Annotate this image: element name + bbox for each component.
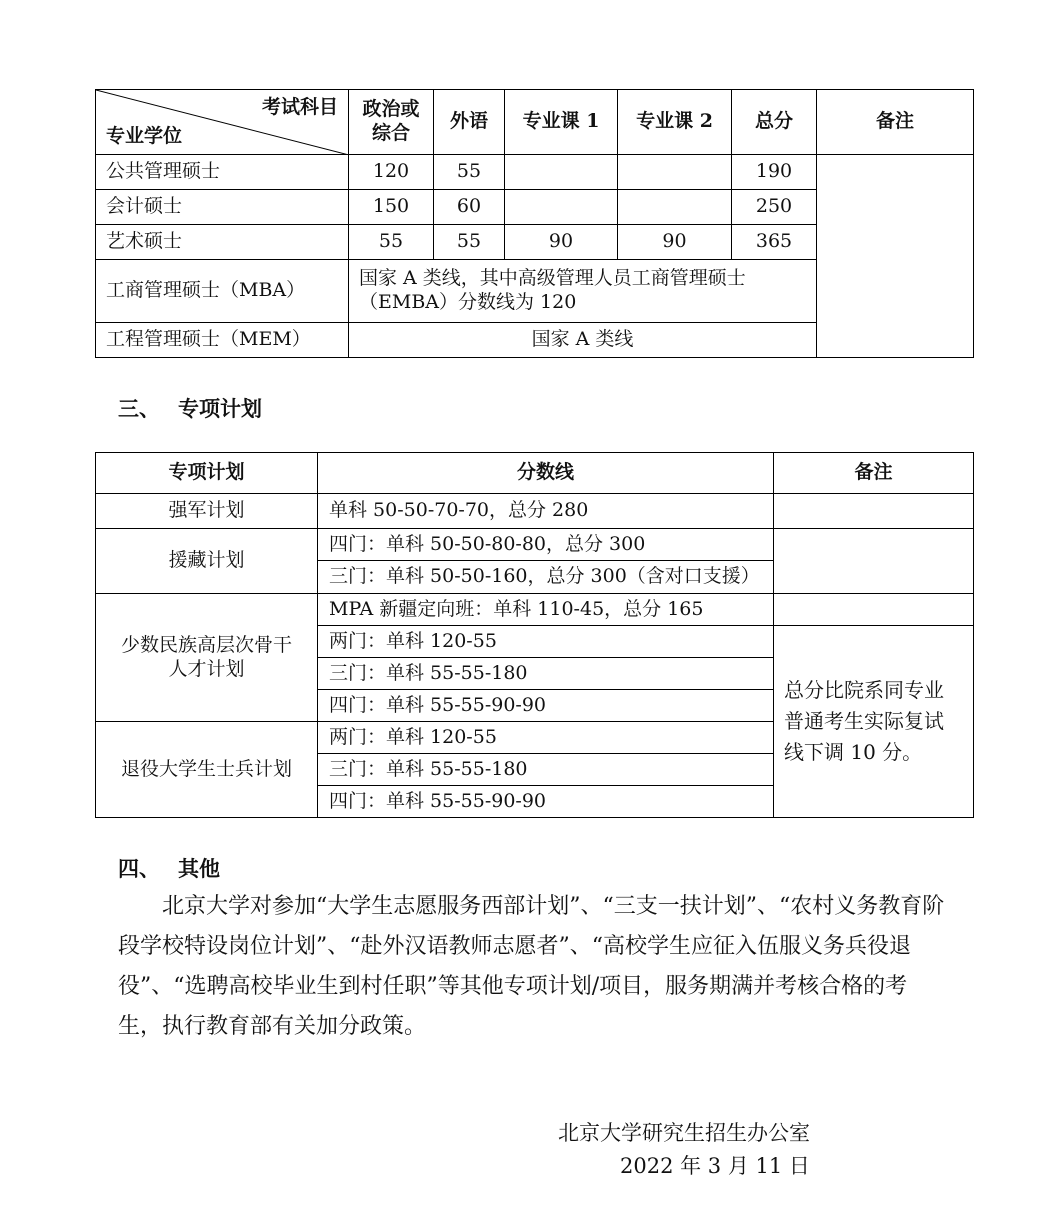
remark-note: 总分比院系同专业普通考生实际复试线下调 10 分。 xyxy=(774,626,974,818)
plan-score: 三门：单科 55-55-180 xyxy=(318,754,774,786)
degree-score-table xyxy=(95,89,974,358)
section3-number: 三、 xyxy=(118,396,160,421)
mem-score-text: 国家 A 类线 xyxy=(349,323,817,358)
degree-name: 工程管理硕士（MEM） xyxy=(96,323,349,358)
header-remark: 备注 xyxy=(774,453,974,494)
score-total: 365 xyxy=(732,225,817,260)
table-row xyxy=(96,529,974,561)
score-total: 250 xyxy=(732,190,817,225)
score-major1 xyxy=(505,190,618,225)
degree-name: 工商管理硕士（MBA） xyxy=(96,260,349,323)
plan-score: 单科 50-50-70-70，总分 280 xyxy=(318,494,774,529)
section4-title: 其他 xyxy=(178,856,220,881)
signature-date: 2022 年 3 月 11 日 xyxy=(620,1154,810,1178)
header-subject: 考试科目 xyxy=(261,96,338,118)
degree-name: 艺术硕士 xyxy=(96,225,349,260)
header-major1: 专业课 1 xyxy=(505,90,618,155)
header-politics-line2: 综合 xyxy=(371,122,410,144)
remark-cell xyxy=(817,155,974,358)
plan-score: 两门：单科 120-55 xyxy=(318,722,774,754)
header-plan: 专项计划 xyxy=(96,453,318,494)
mba-line1: 国家 A 类线，其中高级管理人员工商管理硕士 xyxy=(359,267,746,290)
section3-heading xyxy=(118,393,262,423)
plan-name-line2: 人才计划 xyxy=(168,657,245,680)
remark-cell xyxy=(774,494,974,529)
header-score: 分数线 xyxy=(318,453,774,494)
plan-score: 三门：单科 55-55-180 xyxy=(318,658,774,690)
header-remark: 备注 xyxy=(817,90,974,155)
plan-name-minority xyxy=(96,594,318,722)
score-major1 xyxy=(505,155,618,190)
section3-title: 专项计划 xyxy=(178,396,262,421)
score-politics: 120 xyxy=(349,155,434,190)
section4-heading xyxy=(118,853,220,883)
score-major1: 90 xyxy=(505,225,618,260)
score-total: 190 xyxy=(732,155,817,190)
header-major2: 专业课 2 xyxy=(618,90,732,155)
table-row xyxy=(96,494,974,529)
plan-score: MPA 新疆定向班：单科 110-45，总分 165 xyxy=(318,594,774,626)
diagonal-header-cell xyxy=(96,90,349,155)
mba-score-text xyxy=(349,260,817,323)
degree-name: 公共管理硕士 xyxy=(96,155,349,190)
remark-cell xyxy=(774,594,974,626)
score-foreign: 60 xyxy=(434,190,505,225)
plan-name: 援藏计划 xyxy=(96,529,318,594)
header-total: 总分 xyxy=(732,90,817,155)
score-foreign: 55 xyxy=(434,155,505,190)
header-politics-line1: 政治或 xyxy=(362,98,420,121)
score-major2: 90 xyxy=(618,225,732,260)
table-row xyxy=(96,594,974,626)
score-major2 xyxy=(618,190,732,225)
plan-name: 退役大学生士兵计划 xyxy=(96,722,318,818)
plan-score: 两门：单科 120-55 xyxy=(318,626,774,658)
special-plan-table xyxy=(95,452,974,818)
plan-name-line1: 少数民族高层次骨干 xyxy=(120,633,292,656)
plan-score: 四门：单科 55-55-90-90 xyxy=(318,786,774,818)
degree-name: 会计硕士 xyxy=(96,190,349,225)
plan-score: 三门：单科 50-50-160，总分 300（含对口支援） xyxy=(318,561,774,594)
section4-paragraph: 北京大学对参加“大学生志愿服务西部计划”、“三支一扶计划”、“农村义务教育阶段学校特设岗位计划”、“赴外汉语教师志愿者”、“高校学生应征入伍服义务兵役退役”、“选聘高校毕业生到村任职”等其他专项计划/项目，服务期满并考核合格的考生，执行教育部有关加分政策。 xyxy=(118,894,945,1039)
remark-cell xyxy=(774,529,974,594)
score-politics: 55 xyxy=(349,225,434,260)
plan-score: 四门：单科 50-50-80-80，总分 300 xyxy=(318,529,774,561)
plan-name: 强军计划 xyxy=(96,494,318,529)
plan-score: 四门：单科 55-55-90-90 xyxy=(318,690,774,722)
signature-office: 北京大学研究生招生办公室 xyxy=(558,1121,810,1145)
mba-line2: （EMBA）分数线为 120 xyxy=(359,291,577,313)
header-degree: 专业学位 xyxy=(106,125,183,148)
section4-number: 四、 xyxy=(118,856,160,881)
header-foreign: 外语 xyxy=(434,90,505,155)
score-politics: 150 xyxy=(349,190,434,225)
score-major2 xyxy=(618,155,732,190)
table-row xyxy=(96,155,974,190)
header-politics xyxy=(349,90,434,155)
score-foreign: 55 xyxy=(434,225,505,260)
